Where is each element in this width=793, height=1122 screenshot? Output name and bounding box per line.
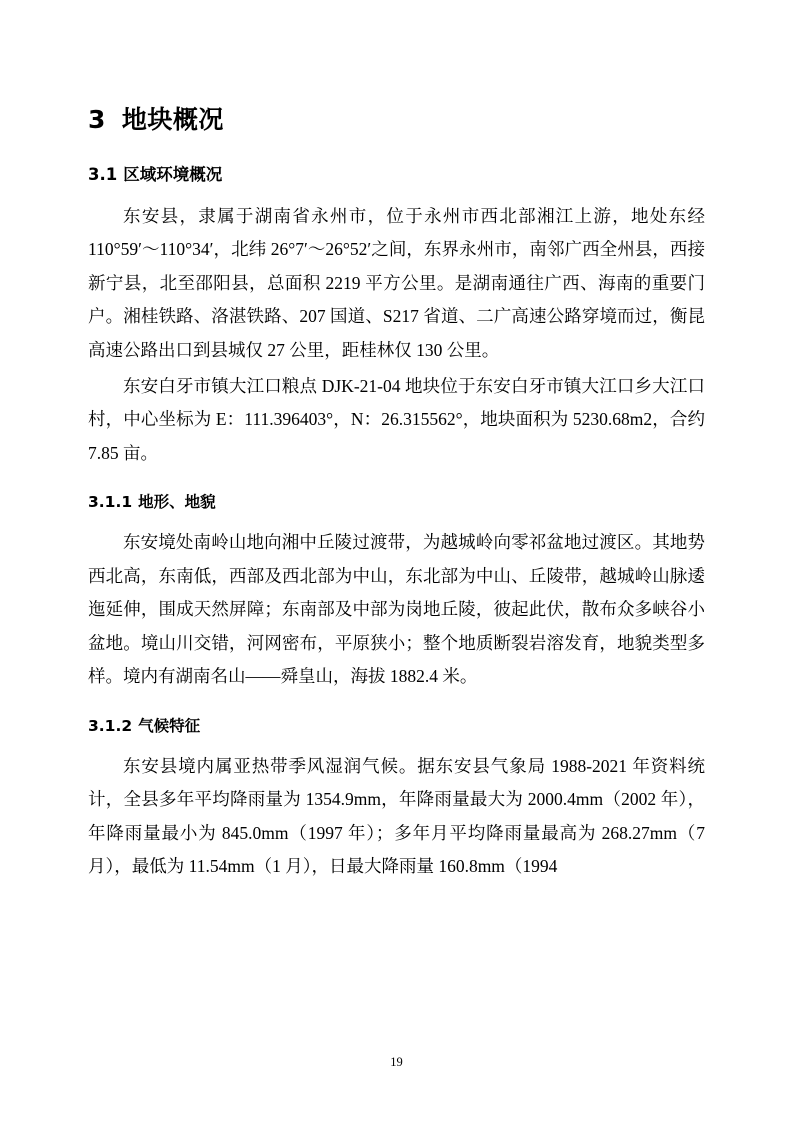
page-number: 19 xyxy=(390,1055,403,1069)
subsection-title: 气候特征 xyxy=(138,717,201,735)
section-title: 区域环境概况 xyxy=(123,164,223,184)
paragraph: 东安白牙市镇大江口粮点 DJK-21-04 地块位于东安白牙市镇大江口乡大江口村，中心坐标为 E：111.396403°，N：26.315562°，地块面积为 5230.68m2，合约 7.85 亩。 xyxy=(88,375,705,463)
paragraph: 东安县境内属亚热带季风湿润气候。据东安县气象局 1988-2021 年资料统计，全县多年平均降雨量为 1354.9mm，年降雨量最大为 2000.4mm（2002 年），年降雨量最小为 845.0mm（1997 年）；多年月平均降雨量最高为 268.27mm（7 月），最低为 11.54mm（1 月），日最大降雨量 160.8mm（1994 xyxy=(88,755,705,877)
subsection-title: 地形、地貌 xyxy=(138,493,216,512)
subsection-number: 3.1.1 xyxy=(88,493,133,512)
page-content xyxy=(88,104,705,884)
chapter-number: 3 xyxy=(88,105,106,134)
subsection-heading-3-1-1 xyxy=(88,492,705,514)
paragraph: 东安境处南岭山地向湘中丘陵过渡带，为越城岭向零祁盆地过渡区。其地势西北高，东南低，西部及西北部为中山，东北部为中山、丘陵带，越城岭山脉逶迤延伸，围成天然屏障；东南部及中部为岗地丘陵，彼起此伏，散布众多峡谷小盆地。境山川交错，河网密布，平原狭小；整个地质断裂岩溶发育，地貌类型多样。境内有湖南名山——舜皇山，海拔 1882.4 米。 xyxy=(88,532,705,687)
section-heading-3-1 xyxy=(88,163,705,186)
subsection-number: 3.1.2 xyxy=(88,717,133,735)
chapter-title: 地块概况 xyxy=(121,105,224,134)
section-number: 3.1 xyxy=(88,164,118,184)
subsection-heading-3-1-2 xyxy=(88,716,705,738)
chapter-heading xyxy=(88,104,705,137)
paragraph: 东安县，隶属于湖南省永州市，位于永州市西北部湘江上游，地处东经 110°59′～110°34′，北纬 26°7′～26°52′之间，东界永州市，南邻广西全州县，西接新宁县，北至邵阳县，总面积 2219 平方公里。是湖南通往广西、海南的重要门户。湘桂铁路、洛湛铁路、207 国道、S217 省道、二广高速公路穿境而过，衡昆高速公路出口到县城仅 27 公里，距桂林仅 130 公里。 xyxy=(88,205,705,360)
